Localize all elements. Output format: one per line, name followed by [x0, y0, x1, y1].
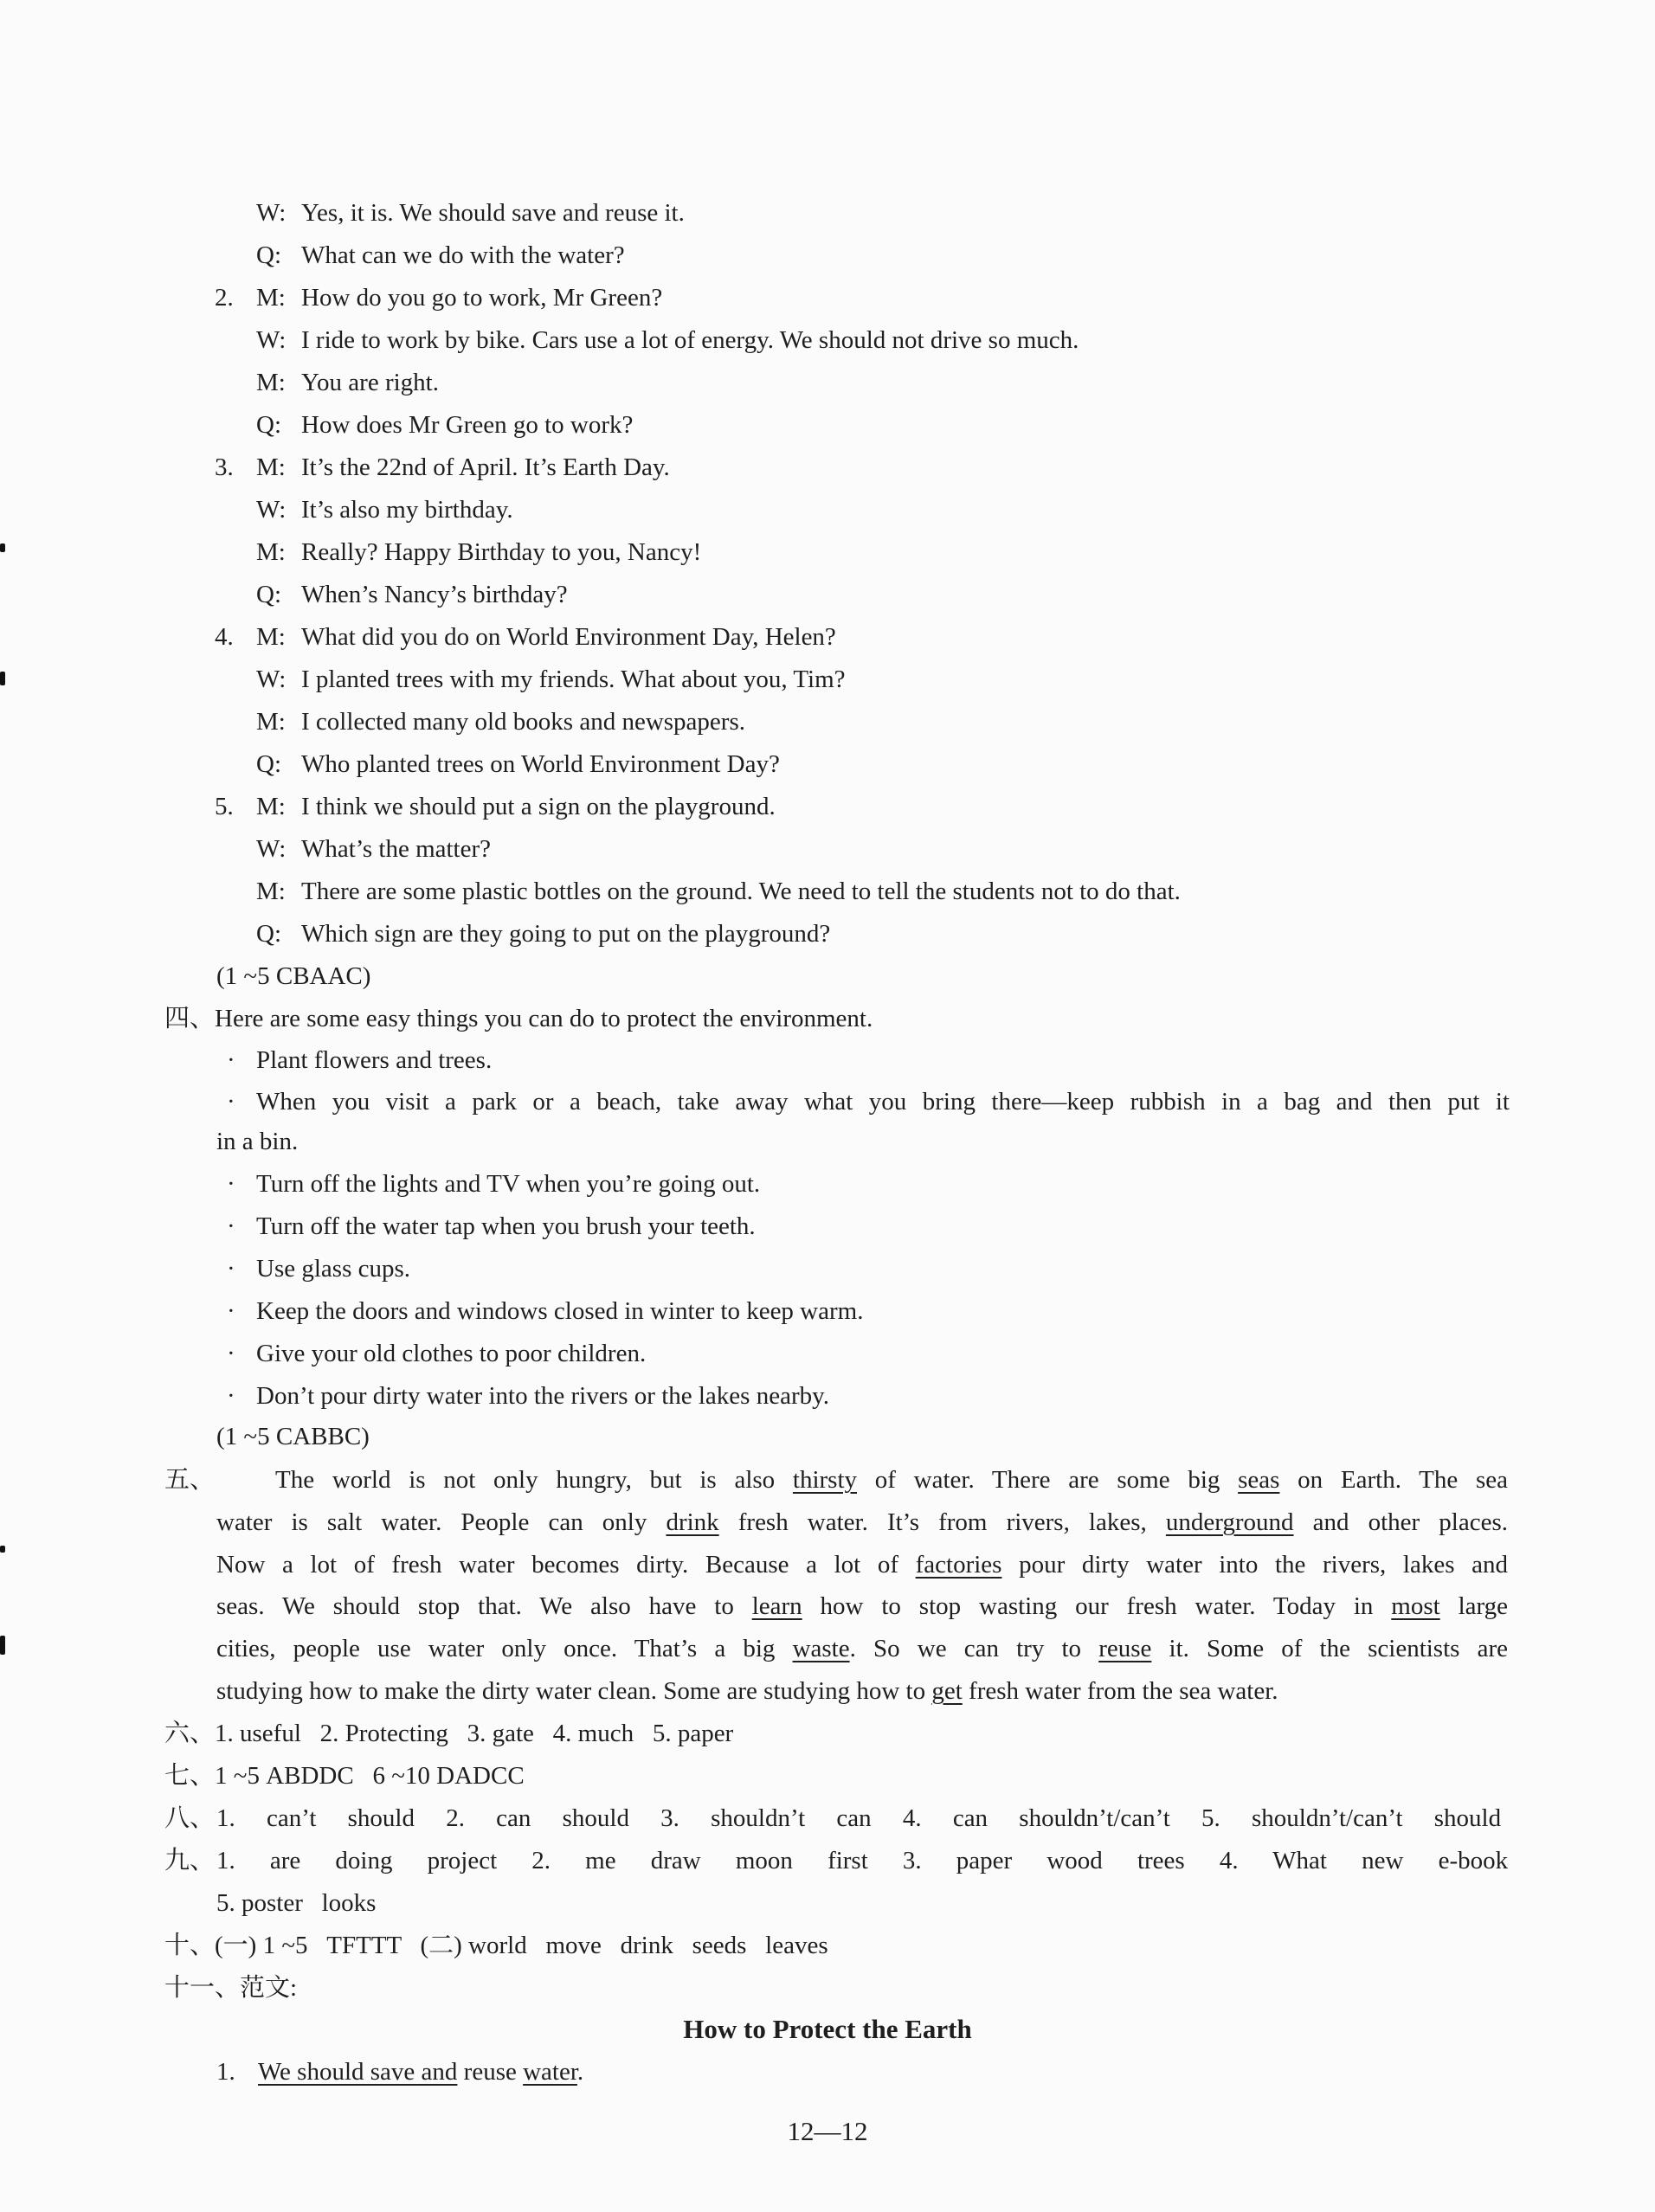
dialogue-5-m2: M: There are some plastic bottles on the ground. We need to tell the students not to do that.	[256, 878, 1181, 905]
section-9-answers: 1. are doing project 2. me draw moon first 3. paper wood trees 4. What new e-book	[216, 1847, 1509, 1874]
section-6: 六、1. useful 2. Protecting 3. gate 4. much 5. paper	[164, 1720, 734, 1747]
section-4-intro: 四、Here are some easy things you can do to protect the environment.	[164, 1005, 873, 1032]
dialogue-2-q: Q: How does Mr Green go to work?	[256, 411, 634, 439]
passage-line: The world is not only hungry, but is also thirsty of water. There are some big seas on Earth. The sea	[275, 1466, 1508, 1494]
list-item: · When you visit a park or a beach, take away what you bring there—keep rubbish in a bag and then put it	[227, 1088, 1510, 1116]
section-4-answers: (1 ~5 CABBC)	[216, 1423, 370, 1450]
passage-line: Now a lot of fresh water becomes dirty. Because a lot of factories pour dirty water into the rivers, lakes and	[216, 1551, 1508, 1579]
answer-word: factories	[915, 1551, 1002, 1579]
passage-line: water is salt water. People can only drink fresh water. It’s from rivers, lakes, underground and other places.	[216, 1508, 1508, 1536]
essay-title: How to Protect the Earth	[683, 2014, 972, 2044]
answer-word: waste	[792, 1635, 850, 1662]
dialogue-1-q: Q: What can we do with the water?	[256, 241, 625, 269]
dialogue-3-m: 3. M: It’s the 22nd of April. It’s Earth Day.	[215, 453, 670, 481]
passage-line: studying how to make the dirty water clean. Some are studying how to get fresh water from the sea water.	[216, 1677, 1278, 1705]
section-8-label: 八、	[164, 1804, 216, 1832]
dialogue-4-m: 4. M: What did you do on World Environment Day, Helen?	[215, 623, 836, 651]
dialogue-3-q: Q: When’s Nancy’s birthday?	[256, 581, 568, 608]
passage-line: seas. We should stop that. We also have to learn how to stop wasting our fresh water. Today in most large	[216, 1592, 1508, 1620]
passage-line: cities, people use water only once. That’s a big waste. So we can try to reuse it. Some of the scientists are	[216, 1635, 1508, 1662]
dialogue-3-m2: M: Really? Happy Birthday to you, Nancy!	[256, 538, 702, 566]
list-item: · Keep the doors and windows closed in winter to keep warm.	[227, 1297, 864, 1325]
list-item-continued: in a bin.	[216, 1128, 299, 1155]
answer-word: thirsty	[792, 1466, 858, 1494]
dialogue-5-w: W: What’s the matter?	[256, 835, 492, 863]
section-9-label: 九、	[164, 1847, 216, 1874]
scan-mark	[0, 672, 5, 685]
section-4-label: 四、	[164, 1005, 216, 1032]
list-item: · Use glass cups.	[227, 1255, 411, 1283]
list-item: · Don’t pour dirty water into the rivers or the lakes nearby.	[227, 1382, 829, 1410]
list-item: · Turn off the water tap when you brush your teeth.	[227, 1212, 756, 1240]
dialogue-5-q: Q: Which sign are they going to put on the playground?	[256, 920, 831, 948]
answer-word: most	[1391, 1592, 1440, 1620]
dialogue-2-m2: M: You are right.	[256, 369, 439, 396]
dialogue-2-m: 2. M: How do you go to work, Mr Green?	[215, 284, 663, 312]
section-11-label: 十一、范文:	[164, 1974, 298, 2002]
listening-answers: (1 ~5 CBAAC)	[216, 962, 371, 990]
answer-word: reuse	[1098, 1635, 1152, 1662]
list-item: · Give your old clothes to poor children.	[227, 1340, 647, 1367]
answer-word: seas	[1238, 1466, 1280, 1494]
scan-mark	[0, 1546, 5, 1553]
answer-word: drink	[666, 1508, 719, 1536]
dialogue-4-q: Q: Who planted trees on World Environment Day?	[256, 750, 780, 778]
section-8-answers: 1. can’t should 2. can should 3. shouldn’t can 4. can shouldn’t/can’t 5. shouldn’t/can’t should	[216, 1804, 1502, 1832]
answer-word: get	[931, 1677, 963, 1705]
dialogue-1-w: W: Yes, it is. We should save and reuse it.	[256, 199, 685, 227]
section-5-label: 五、	[164, 1466, 216, 1494]
dialogue-2-w: W: I ride to work by bike. Cars use a lot of energy. We should not drive so much.	[256, 326, 1079, 354]
answer-word: underground	[1165, 1508, 1294, 1536]
section-10: 十、(一) 1 ~5 TFTTT (二) world move drink seeds leaves	[164, 1932, 828, 1959]
dialogue-3-w: W: It’s also my birthday.	[256, 496, 513, 524]
answer-word: learn	[751, 1592, 802, 1620]
page-number: 12—12	[787, 2116, 868, 2146]
list-item: · Plant flowers and trees.	[227, 1046, 493, 1074]
scan-mark	[0, 543, 5, 552]
dialogue-4-w: W: I planted trees with my friends. What about you, Tim?	[256, 666, 846, 693]
dialogue-5-m: 5. M: I think we should put a sign on the playground.	[215, 793, 776, 820]
section-7: 七、1 ~5 ABDDC 6 ~10 DADCC	[164, 1762, 525, 1790]
list-item: · Turn off the lights and TV when you’re going out.	[227, 1170, 761, 1198]
essay-line: 1. We should save and reuse water.	[216, 2058, 584, 2086]
dialogue-4-m2: M: I collected many old books and newspapers.	[256, 708, 745, 736]
scan-mark	[0, 1636, 5, 1655]
section-9-answers-line2: 5. poster looks	[216, 1889, 377, 1917]
